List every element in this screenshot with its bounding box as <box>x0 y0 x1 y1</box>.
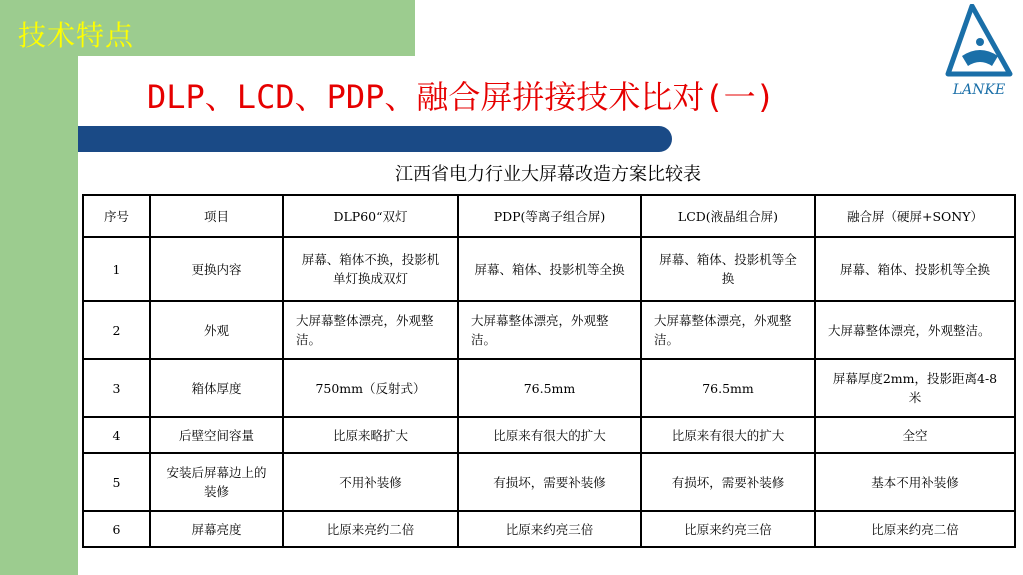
table-row <box>83 301 1015 359</box>
title-underline-bar <box>78 126 672 152</box>
table-row <box>83 417 1015 453</box>
header-cell: PDP(等离子组合屏) <box>458 195 641 237</box>
table-row <box>83 453 1015 511</box>
table-cell: 箱体厚度 <box>150 359 283 417</box>
table-cell: 有损坏，需要补装修 <box>458 453 641 511</box>
table-cell: 比原来约亮三倍 <box>641 511 815 547</box>
lanke-logo <box>940 4 1018 100</box>
table-cell: 比原来约亮二倍 <box>815 511 1015 547</box>
table-cell: 后壁空间容量 <box>150 417 283 453</box>
left-green-band <box>0 0 78 575</box>
table-cell: 比原来有很大的扩大 <box>641 417 815 453</box>
header-cell: LCD(液晶组合屏) <box>641 195 815 237</box>
header-cell: 项目 <box>150 195 283 237</box>
comparison-table <box>82 194 1016 548</box>
table-cell: 屏幕、箱体、投影机等全换 <box>641 237 815 301</box>
table-cell: 更换内容 <box>150 237 283 301</box>
table-cell: 比原来约亮三倍 <box>458 511 641 547</box>
header-cell: 融合屏（硬屏+SONY） <box>815 195 1015 237</box>
table-cell: 1 <box>83 237 150 301</box>
table-cell: 全空 <box>815 417 1015 453</box>
table-cell: 2 <box>83 301 150 359</box>
table-cell: 安装后屏幕边上的装修 <box>150 453 283 511</box>
table-header-row <box>83 195 1015 237</box>
table-cell: 不用补装修 <box>283 453 458 511</box>
table-cell: 屏幕亮度 <box>150 511 283 547</box>
table-cell: 大屏幕整体漂亮，外观整洁。 <box>815 301 1015 359</box>
header-cell: DLP60“双灯 <box>283 195 458 237</box>
table-cell: 比原来亮约二倍 <box>283 511 458 547</box>
table-cell: 5 <box>83 453 150 511</box>
table-row <box>83 237 1015 301</box>
table-cell: 屏幕、箱体不换，投影机单灯换成双灯 <box>283 237 458 301</box>
table-row <box>83 511 1015 547</box>
table-cell: 比原来略扩大 <box>283 417 458 453</box>
table-cell: 大屏幕整体漂亮，外观整洁。 <box>283 301 458 359</box>
table-cell: 屏幕、箱体、投影机等全换 <box>815 237 1015 301</box>
table-cell: 76.5mm <box>641 359 815 417</box>
table-cell: 屏幕厚度2mm，投影距离4-8米 <box>815 359 1015 417</box>
table-row <box>83 359 1015 417</box>
page-title: DLP、LCD、PDP、融合屏拼接技术比对(一) <box>147 78 775 116</box>
table-cell: 4 <box>83 417 150 453</box>
table-cell: 大屏幕整体漂亮，外观整洁。 <box>458 301 641 359</box>
table-cell: 有损坏，需要补装修 <box>641 453 815 511</box>
logo-inner-wave-icon <box>962 50 998 66</box>
logo-text: LANKE <box>952 82 1006 98</box>
table-cell: 大屏幕整体漂亮，外观整洁。 <box>641 301 815 359</box>
table-cell: 外观 <box>150 301 283 359</box>
table-cell: 76.5mm <box>458 359 641 417</box>
table-cell: 基本不用补装修 <box>815 453 1015 511</box>
header-cell: 序号 <box>83 195 150 237</box>
section-title: 技术特点 <box>18 19 135 52</box>
table-cell: 屏幕、箱体、投影机等全换 <box>458 237 641 301</box>
table-caption: 江西省电力行业大屏幕改造方案比较表 <box>395 164 701 185</box>
table-cell: 3 <box>83 359 150 417</box>
table-cell: 比原来有很大的扩大 <box>458 417 641 453</box>
table-cell: 750mm（反射式） <box>283 359 458 417</box>
table-cell: 6 <box>83 511 150 547</box>
